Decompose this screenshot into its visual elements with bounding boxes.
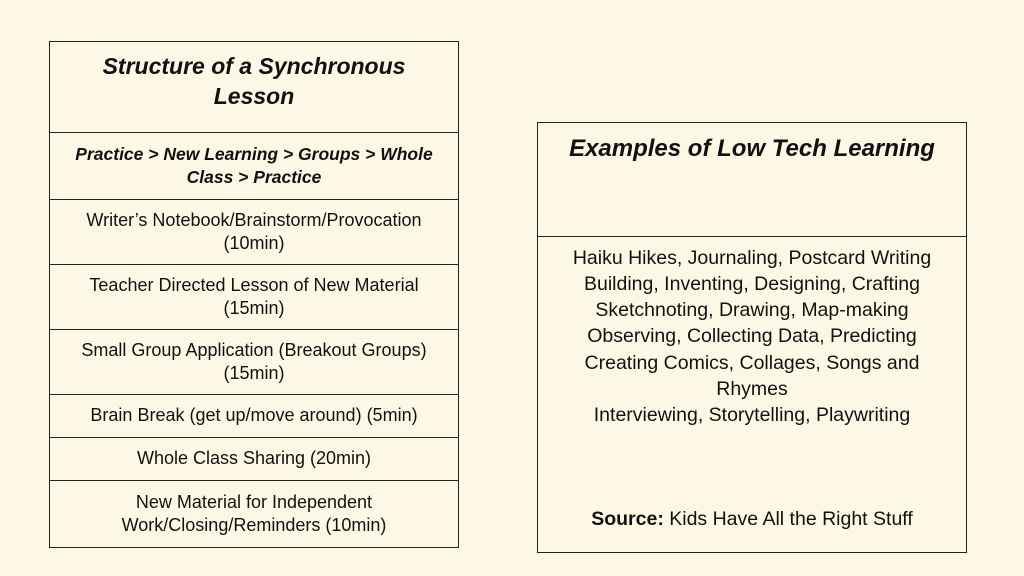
example-line: Creating Comics, Collages, Songs and Rhymes	[584, 351, 920, 400]
lesson-step-row: Teacher Directed Lesson of New Material (15min)	[50, 265, 459, 330]
example-line: Sketchnoting, Drawing, Map-making	[595, 299, 909, 322]
lesson-structure-table	[49, 41, 459, 548]
low-tech-examples-cell	[538, 237, 967, 553]
example-line: Observing, Collecting Data, Predicting	[587, 325, 917, 348]
low-tech-examples-table	[537, 122, 967, 553]
lesson-structure-title: Structure of a Synchronous Lesson	[50, 42, 459, 133]
source-label: Source:	[591, 507, 664, 530]
example-line: Interviewing, Storytelling, Playwriting	[593, 403, 911, 426]
lesson-step-row: Brain Break (get up/move around) (5min)	[50, 395, 459, 438]
source-text: Kids Have All the Right Stuff	[663, 507, 913, 530]
example-line: Haiku Hikes, Journaling, Postcard Writing	[572, 247, 932, 269]
source-citation	[548, 506, 956, 532]
lesson-step-row: New Material for Independent Work/Closing/Reminders (10min)	[50, 481, 459, 548]
lesson-step-row: Writer’s Notebook/Brainstorm/Provocation (10min)	[50, 200, 459, 265]
lesson-step-row: Small Group Application (Breakout Groups) (15min)	[50, 330, 459, 395]
lesson-sequence-subtitle: Practice > New Learning > Groups > Whole Class > Practice	[50, 133, 459, 200]
low-tech-title: Examples of Low Tech Learning	[538, 123, 967, 237]
example-line: Building, Inventing, Designing, Crafting	[583, 273, 921, 296]
lesson-step-row: Whole Class Sharing (20min)	[50, 438, 459, 481]
